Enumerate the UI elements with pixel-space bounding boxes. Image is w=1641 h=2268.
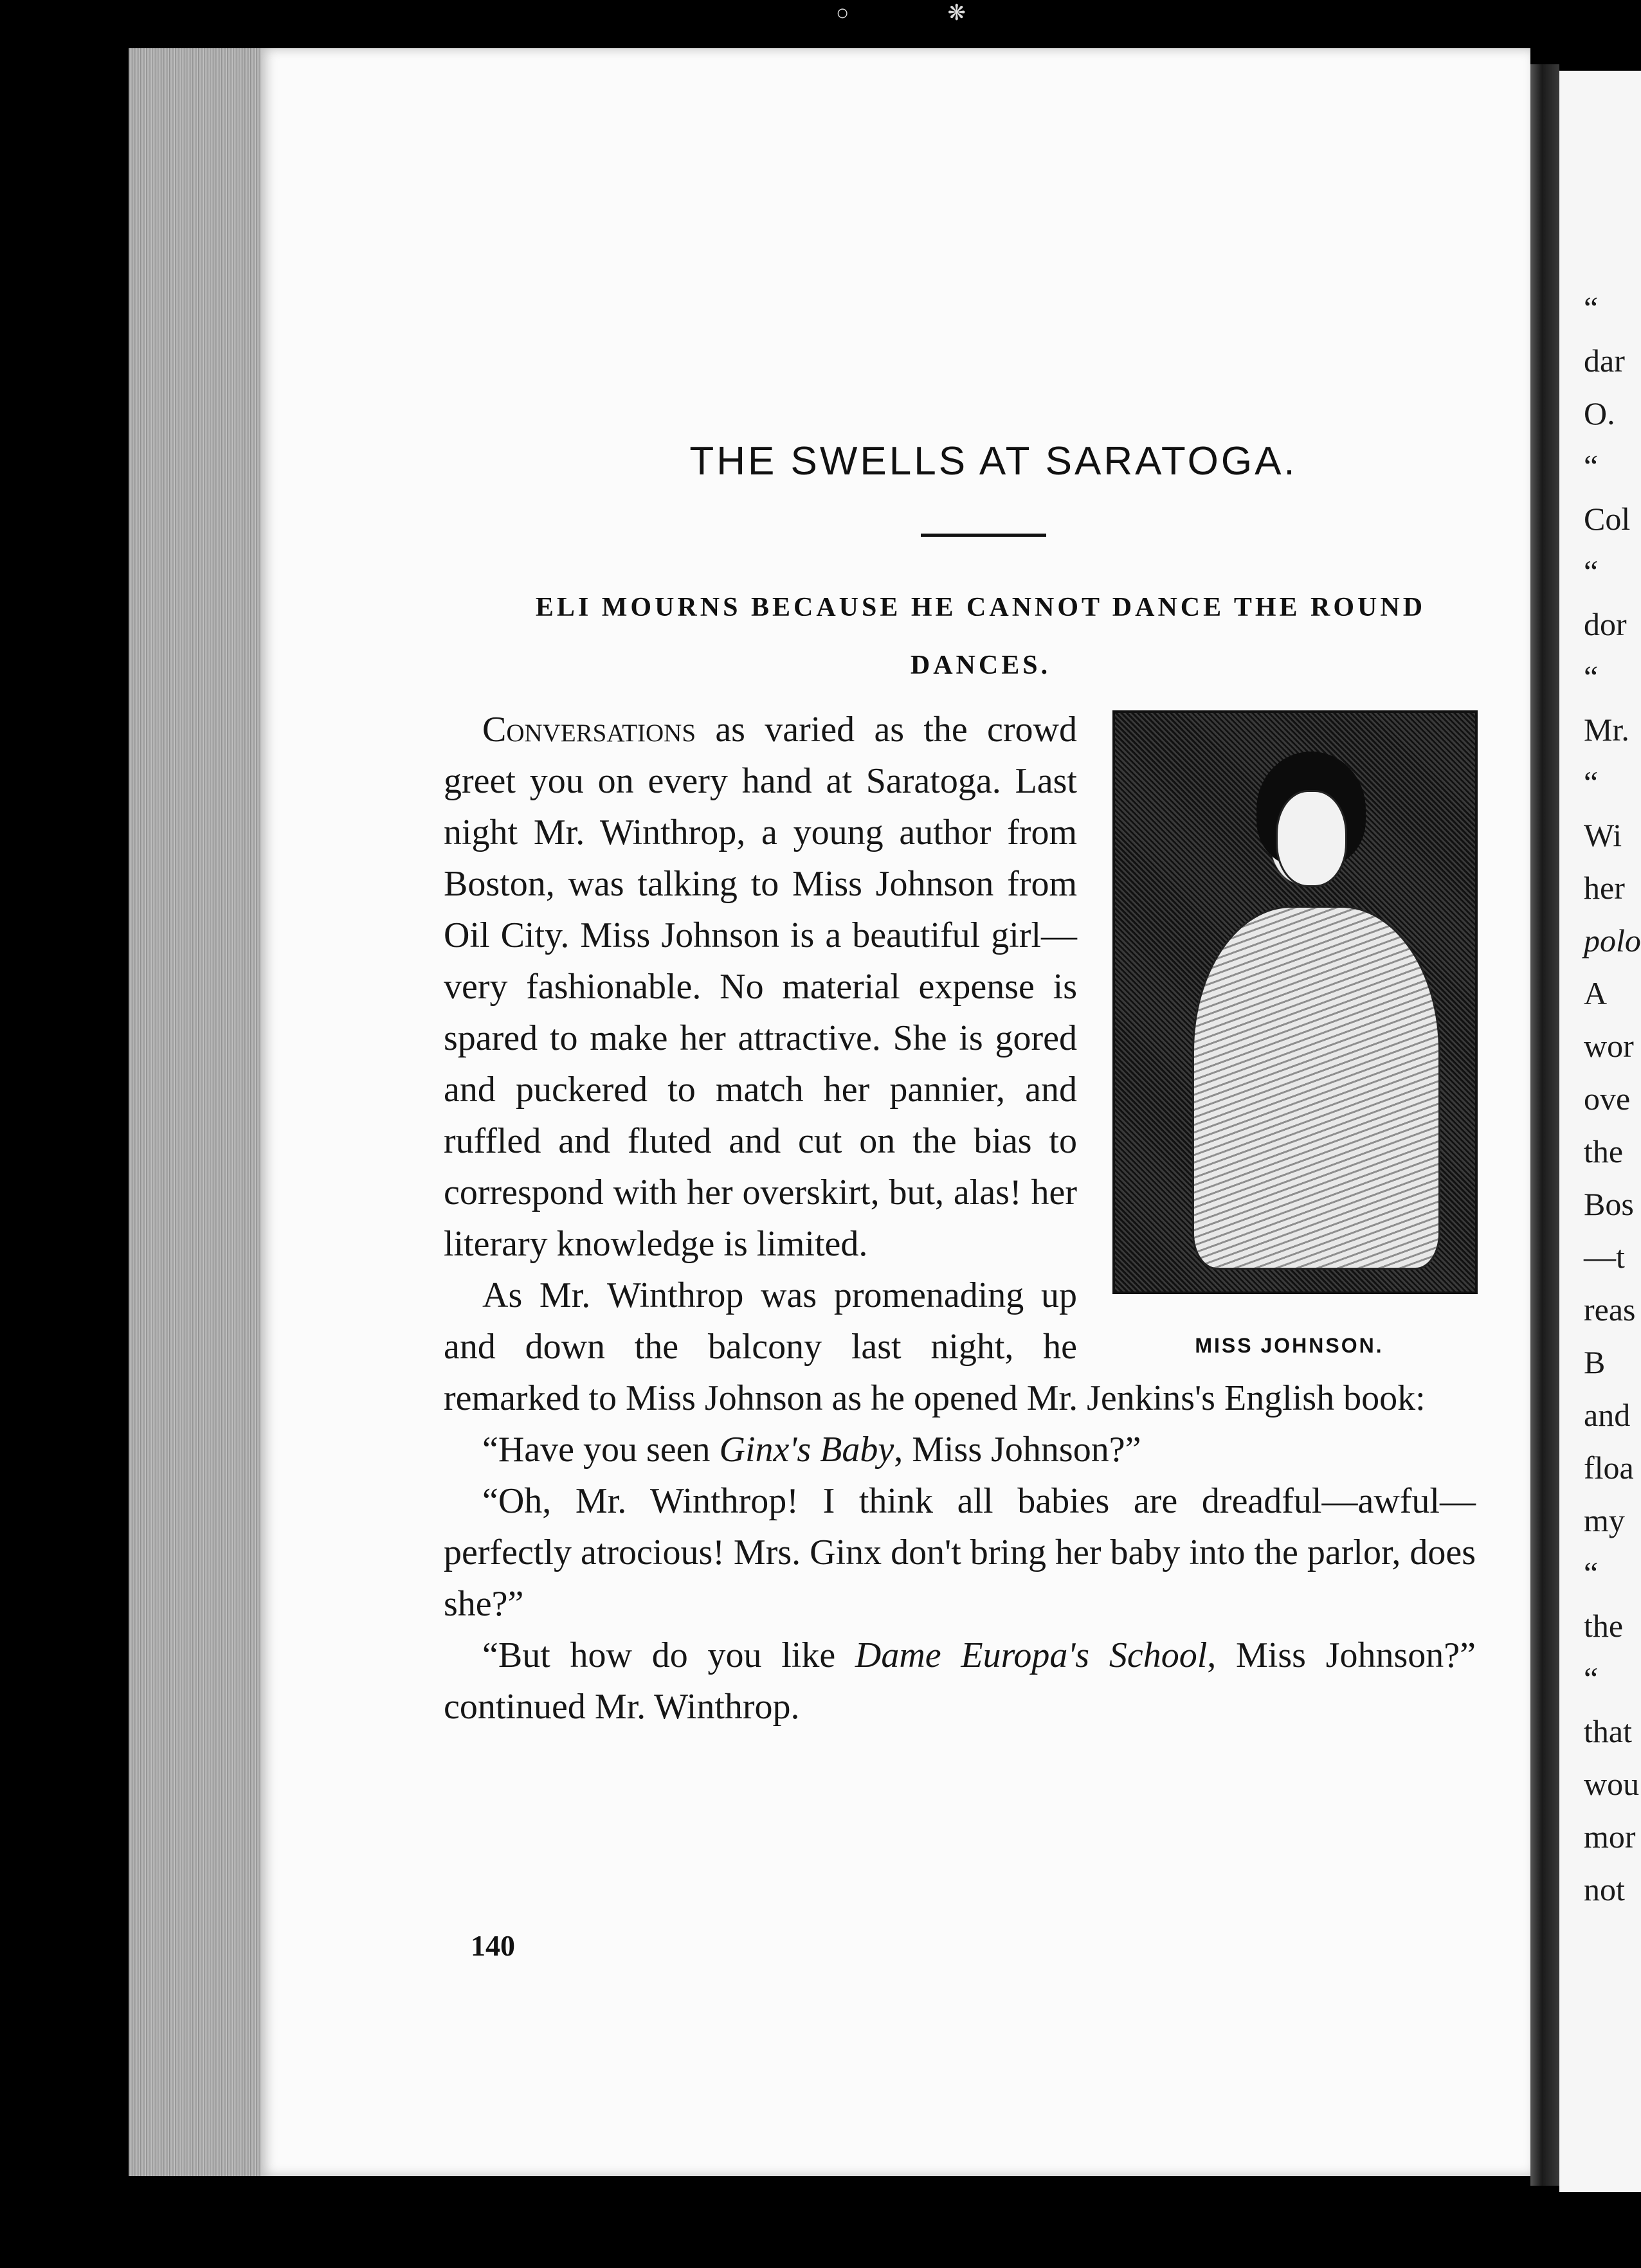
facing-page-fragment: “ bbox=[1584, 659, 1599, 695]
title-rule bbox=[921, 534, 1046, 537]
figure-caption: MISS JOHNSON. bbox=[1195, 1334, 1384, 1357]
facing-page-fragment: wor bbox=[1584, 1028, 1634, 1064]
facing-page-fragment: “ bbox=[1584, 554, 1599, 590]
facing-page-fragment: A bbox=[1584, 975, 1608, 1011]
facing-page-fragment: and bbox=[1584, 1397, 1631, 1433]
facing-page-fragment: that bbox=[1584, 1713, 1632, 1749]
facing-page-fragment: ove bbox=[1584, 1081, 1631, 1117]
paragraph-3 bbox=[444, 1424, 1476, 1475]
facing-page-fragment: Mr. bbox=[1584, 712, 1629, 748]
facing-page-fragment: “ bbox=[1584, 764, 1599, 800]
chapter-subtitle: ELI MOURNS BECAUSE HE CANNOT DANCE THE ROUND DANCES. bbox=[535, 593, 1426, 680]
facing-page-fragment: Col bbox=[1584, 501, 1631, 537]
paragraph-2: As Mr. Winthrop was promenading up and down the balcony last night, he remarked to Miss Johnson as he opened Mr. Jenkins's English book: bbox=[444, 1275, 1426, 1418]
paragraph-4: “Oh, Mr. Winthrop! I think all babies are dreadful—awful—perfectly atrocious! Mrs. Ginx don't bring her baby into the parlor, does she?” bbox=[444, 1481, 1476, 1624]
facing-page-fragment: Bos bbox=[1584, 1186, 1634, 1222]
facing-page-fragment: —t bbox=[1584, 1239, 1625, 1275]
facing-page-fragment: “ bbox=[1584, 1661, 1599, 1697]
paragraph-1-text: as varied as the crowd greet you on every hand at Saratoga. Last night Mr. Winthrop, a young author from Boston, was talking to Miss Johnson from Oil City. Miss Johnson is a beautiful girl—very fashionable. No material expense is spared to make her attractive. She is gored and puckered to match her pannier, and ruffled and fluted and cut on the bias to correspond with her overskirt, but, alas! her literary knowledge is limited. bbox=[444, 710, 1077, 1264]
p3-text-b: , Miss Johnson?” bbox=[894, 1430, 1141, 1470]
facing-page-fragment: the bbox=[1584, 1133, 1624, 1169]
figure-miss-johnson bbox=[1103, 710, 1476, 1371]
facing-page-fragment: her bbox=[1584, 870, 1625, 906]
engraving-illustration bbox=[1112, 710, 1478, 1294]
facing-page-fragment: floa bbox=[1584, 1450, 1634, 1486]
scan-marks: ○ ❋ bbox=[836, 1, 966, 25]
facing-page-fragment: Wi bbox=[1584, 817, 1622, 853]
facing-page-fragment: “ bbox=[1584, 290, 1599, 326]
facing-page-fragment: polo bbox=[1584, 923, 1641, 959]
facing-page-fragment: B bbox=[1584, 1344, 1606, 1380]
p3-text-a: “Have you seen bbox=[482, 1430, 720, 1470]
book-gutter bbox=[1530, 64, 1559, 2186]
facing-page-fragment: dor bbox=[1584, 606, 1627, 642]
page-number: 140 bbox=[471, 1929, 515, 1962]
facing-page-fragment: mor bbox=[1584, 1819, 1636, 1855]
body-text bbox=[444, 704, 1476, 1733]
facing-page-fragment: reas bbox=[1584, 1292, 1636, 1328]
facing-page-fragment: “ bbox=[1584, 1555, 1599, 1591]
engraving-dress bbox=[1192, 906, 1440, 1270]
book-page-edge bbox=[129, 48, 266, 2176]
page-title: THE SWELLS AT SARATOGA. bbox=[689, 439, 1298, 483]
engraving-face bbox=[1276, 790, 1347, 887]
facing-page-fragment: O. bbox=[1584, 395, 1615, 431]
p5-text-a: “But how do you like bbox=[482, 1635, 855, 1675]
paragraph-5 bbox=[444, 1630, 1476, 1733]
p5-text-b: , Miss Johnson?” continued Mr. Winthrop. bbox=[444, 1635, 1476, 1727]
book-title-ginx: Ginx's Baby bbox=[719, 1430, 894, 1470]
lead-word: Conversations bbox=[482, 710, 696, 750]
facing-page-fragment: not bbox=[1584, 1871, 1625, 1907]
facing-page bbox=[1559, 71, 1641, 2192]
facing-page-fragment: the bbox=[1584, 1608, 1624, 1644]
facing-page-fragment: wou bbox=[1584, 1766, 1640, 1802]
book-title-dame-europa: Dame Europa's School bbox=[855, 1635, 1208, 1675]
facing-page-fragment: dar bbox=[1584, 343, 1625, 379]
facing-page-fragment: “ bbox=[1584, 448, 1599, 484]
facing-page-fragment: my bbox=[1584, 1502, 1625, 1538]
